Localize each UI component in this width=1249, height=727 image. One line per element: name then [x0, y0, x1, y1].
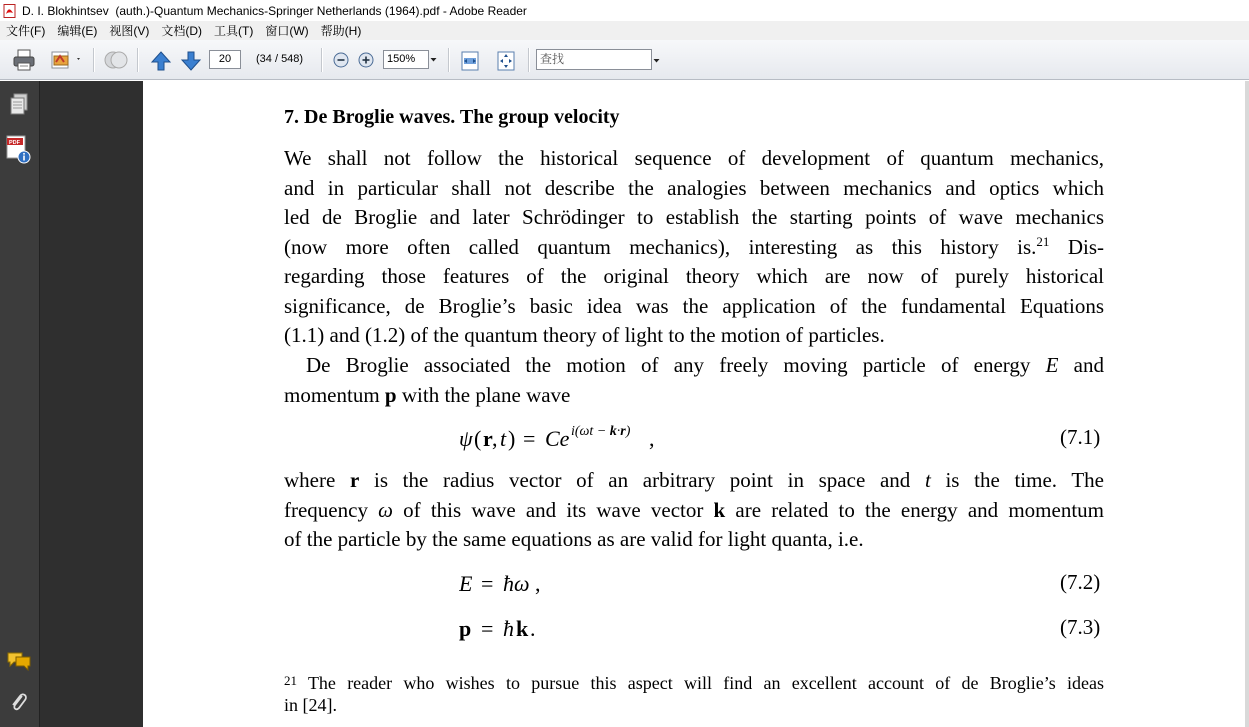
window-title: D. I. Blokhintsev (auth.)-Quantum Mechanics-Springer Netherlands (1964).pdf - Adobe Reader	[22, 3, 527, 18]
text-line: frequency ω of this wave and its wave vector k are related to the energy and momentum	[284, 497, 1104, 522]
menu-help[interactable]: 帮助(H)	[320, 24, 362, 38]
attachments-paperclip-icon[interactable]	[9, 690, 29, 719]
menu-window[interactable]: 窗口(W)	[265, 24, 309, 38]
print-icon[interactable]	[12, 48, 36, 75]
section-heading: 7. De Broglie waves. The group velocity	[284, 106, 620, 128]
equation-7-3	[459, 612, 579, 648]
equation-number: (7.2)	[1060, 570, 1101, 594]
collaborate-icon[interactable]	[103, 48, 129, 75]
paragraph-1	[284, 144, 1104, 351]
text-line: and in particular shall not describe the analogies between mechanics and optics which	[284, 175, 1104, 200]
svg-text:ħω: ħω	[503, 571, 530, 596]
fit-page-icon[interactable]	[495, 50, 517, 75]
text-line: in [24].	[284, 695, 337, 715]
pdf-page	[143, 81, 1249, 727]
svg-text:p: p	[459, 616, 472, 641]
comments-icon[interactable]	[6, 651, 32, 674]
paragraph-2	[284, 351, 1104, 410]
title-bar	[0, 0, 1249, 21]
zoom-level-field[interactable]: 150%	[383, 50, 429, 69]
svg-text:E: E	[459, 571, 473, 596]
text-line: led de Broglie and later Schrödinger to establish the starting points of wave mechanics	[284, 205, 1104, 229]
navigation-pane	[0, 81, 40, 727]
text-line: regarding those features of the original theory which are now of purely historical	[284, 264, 1104, 288]
next-page-icon[interactable]	[180, 50, 202, 75]
menu-bar	[0, 21, 1249, 40]
svg-text:k: k	[516, 616, 529, 641]
svg-text:,: ,	[492, 426, 498, 451]
text-line: momentum p with the plane wave	[284, 382, 571, 407]
svg-text:=: =	[481, 616, 494, 641]
svg-text:t: t	[500, 426, 507, 451]
page-count: (34 / 548)	[256, 53, 304, 65]
menu-tools[interactable]: 工具(T)	[214, 24, 254, 38]
svg-text:=: =	[481, 571, 494, 596]
menu-view[interactable]: 视图(V)	[109, 24, 150, 38]
search-dropdown-chevron-down-icon[interactable]	[652, 51, 661, 70]
menu-edit[interactable]: 编辑(E)	[57, 24, 98, 38]
text-line: significance, de Broglie’s basic idea was the application of the fundamental Equations	[284, 293, 1104, 318]
svg-text:=: =	[523, 426, 536, 451]
vertical-scrollbar[interactable]	[1245, 81, 1249, 727]
equation-number: (7.1)	[1060, 425, 1101, 449]
equation-number: (7.3)	[1060, 615, 1101, 639]
text-line: $^{21}$ The reader who wishes to pursue this aspect will find an excellent account of de Broglie’s ideas	[284, 673, 1104, 693]
svg-text:(: (	[474, 426, 482, 451]
equation-7-2	[459, 567, 579, 603]
svg-text:,: ,	[535, 571, 541, 596]
svg-text:PDF: PDF	[9, 140, 20, 146]
menu-file[interactable]: 文件(F)	[6, 24, 46, 38]
pages-panel-icon[interactable]	[8, 93, 30, 120]
fit-width-icon[interactable]	[459, 50, 481, 75]
svg-text:ψ: ψ	[459, 426, 473, 451]
svg-text:ħ: ħ	[503, 616, 514, 641]
page-number-input[interactable]: 20	[209, 50, 241, 69]
text-line: De Broglie associated the motion of any freely moving particle of energy E and	[306, 353, 1104, 377]
zoom-in-icon[interactable]	[358, 52, 374, 71]
previous-page-icon[interactable]	[150, 50, 172, 75]
adobe-pdf-icon	[3, 4, 17, 18]
zoom-out-icon[interactable]	[333, 52, 349, 71]
svg-text:.: .	[530, 616, 536, 641]
search-input[interactable]: 查找	[536, 49, 652, 70]
svg-text:Ce: Ce	[545, 426, 570, 451]
text-line: of the particle by the same equations as are valid for light quanta, i.e.	[284, 527, 864, 551]
email-attach-icon[interactable]	[50, 48, 82, 75]
zoom-dropdown-chevron-down-icon[interactable]	[429, 50, 438, 69]
svg-text:): )	[508, 426, 516, 451]
menu-document[interactable]: 文档(D)	[161, 24, 202, 38]
text-line: where r is the radius vector of an arbitrary point in space and t is the time. The	[284, 468, 1104, 492]
footnote-ref: 21	[1036, 233, 1050, 249]
text-line: (now more often called quantum mechanics), interesting as this history is.$^{21}$ Dis-	[284, 233, 1104, 259]
svg-text:i(ωt − k·r): i(ωt − k·r)	[571, 424, 631, 439]
svg-text:,: ,	[649, 426, 655, 451]
paragraph-3	[284, 466, 1104, 555]
text-line: We shall not follow the historical sequence of development of quantum mechanics,	[284, 146, 1104, 170]
svg-text:r: r	[483, 426, 493, 451]
text-line: (1.1) and (1.2) of the quantum theory of light to the motion of particles.	[284, 323, 885, 347]
footnote	[284, 672, 1104, 716]
document-properties-icon[interactable]	[5, 135, 33, 168]
equation-7-1	[459, 422, 679, 458]
